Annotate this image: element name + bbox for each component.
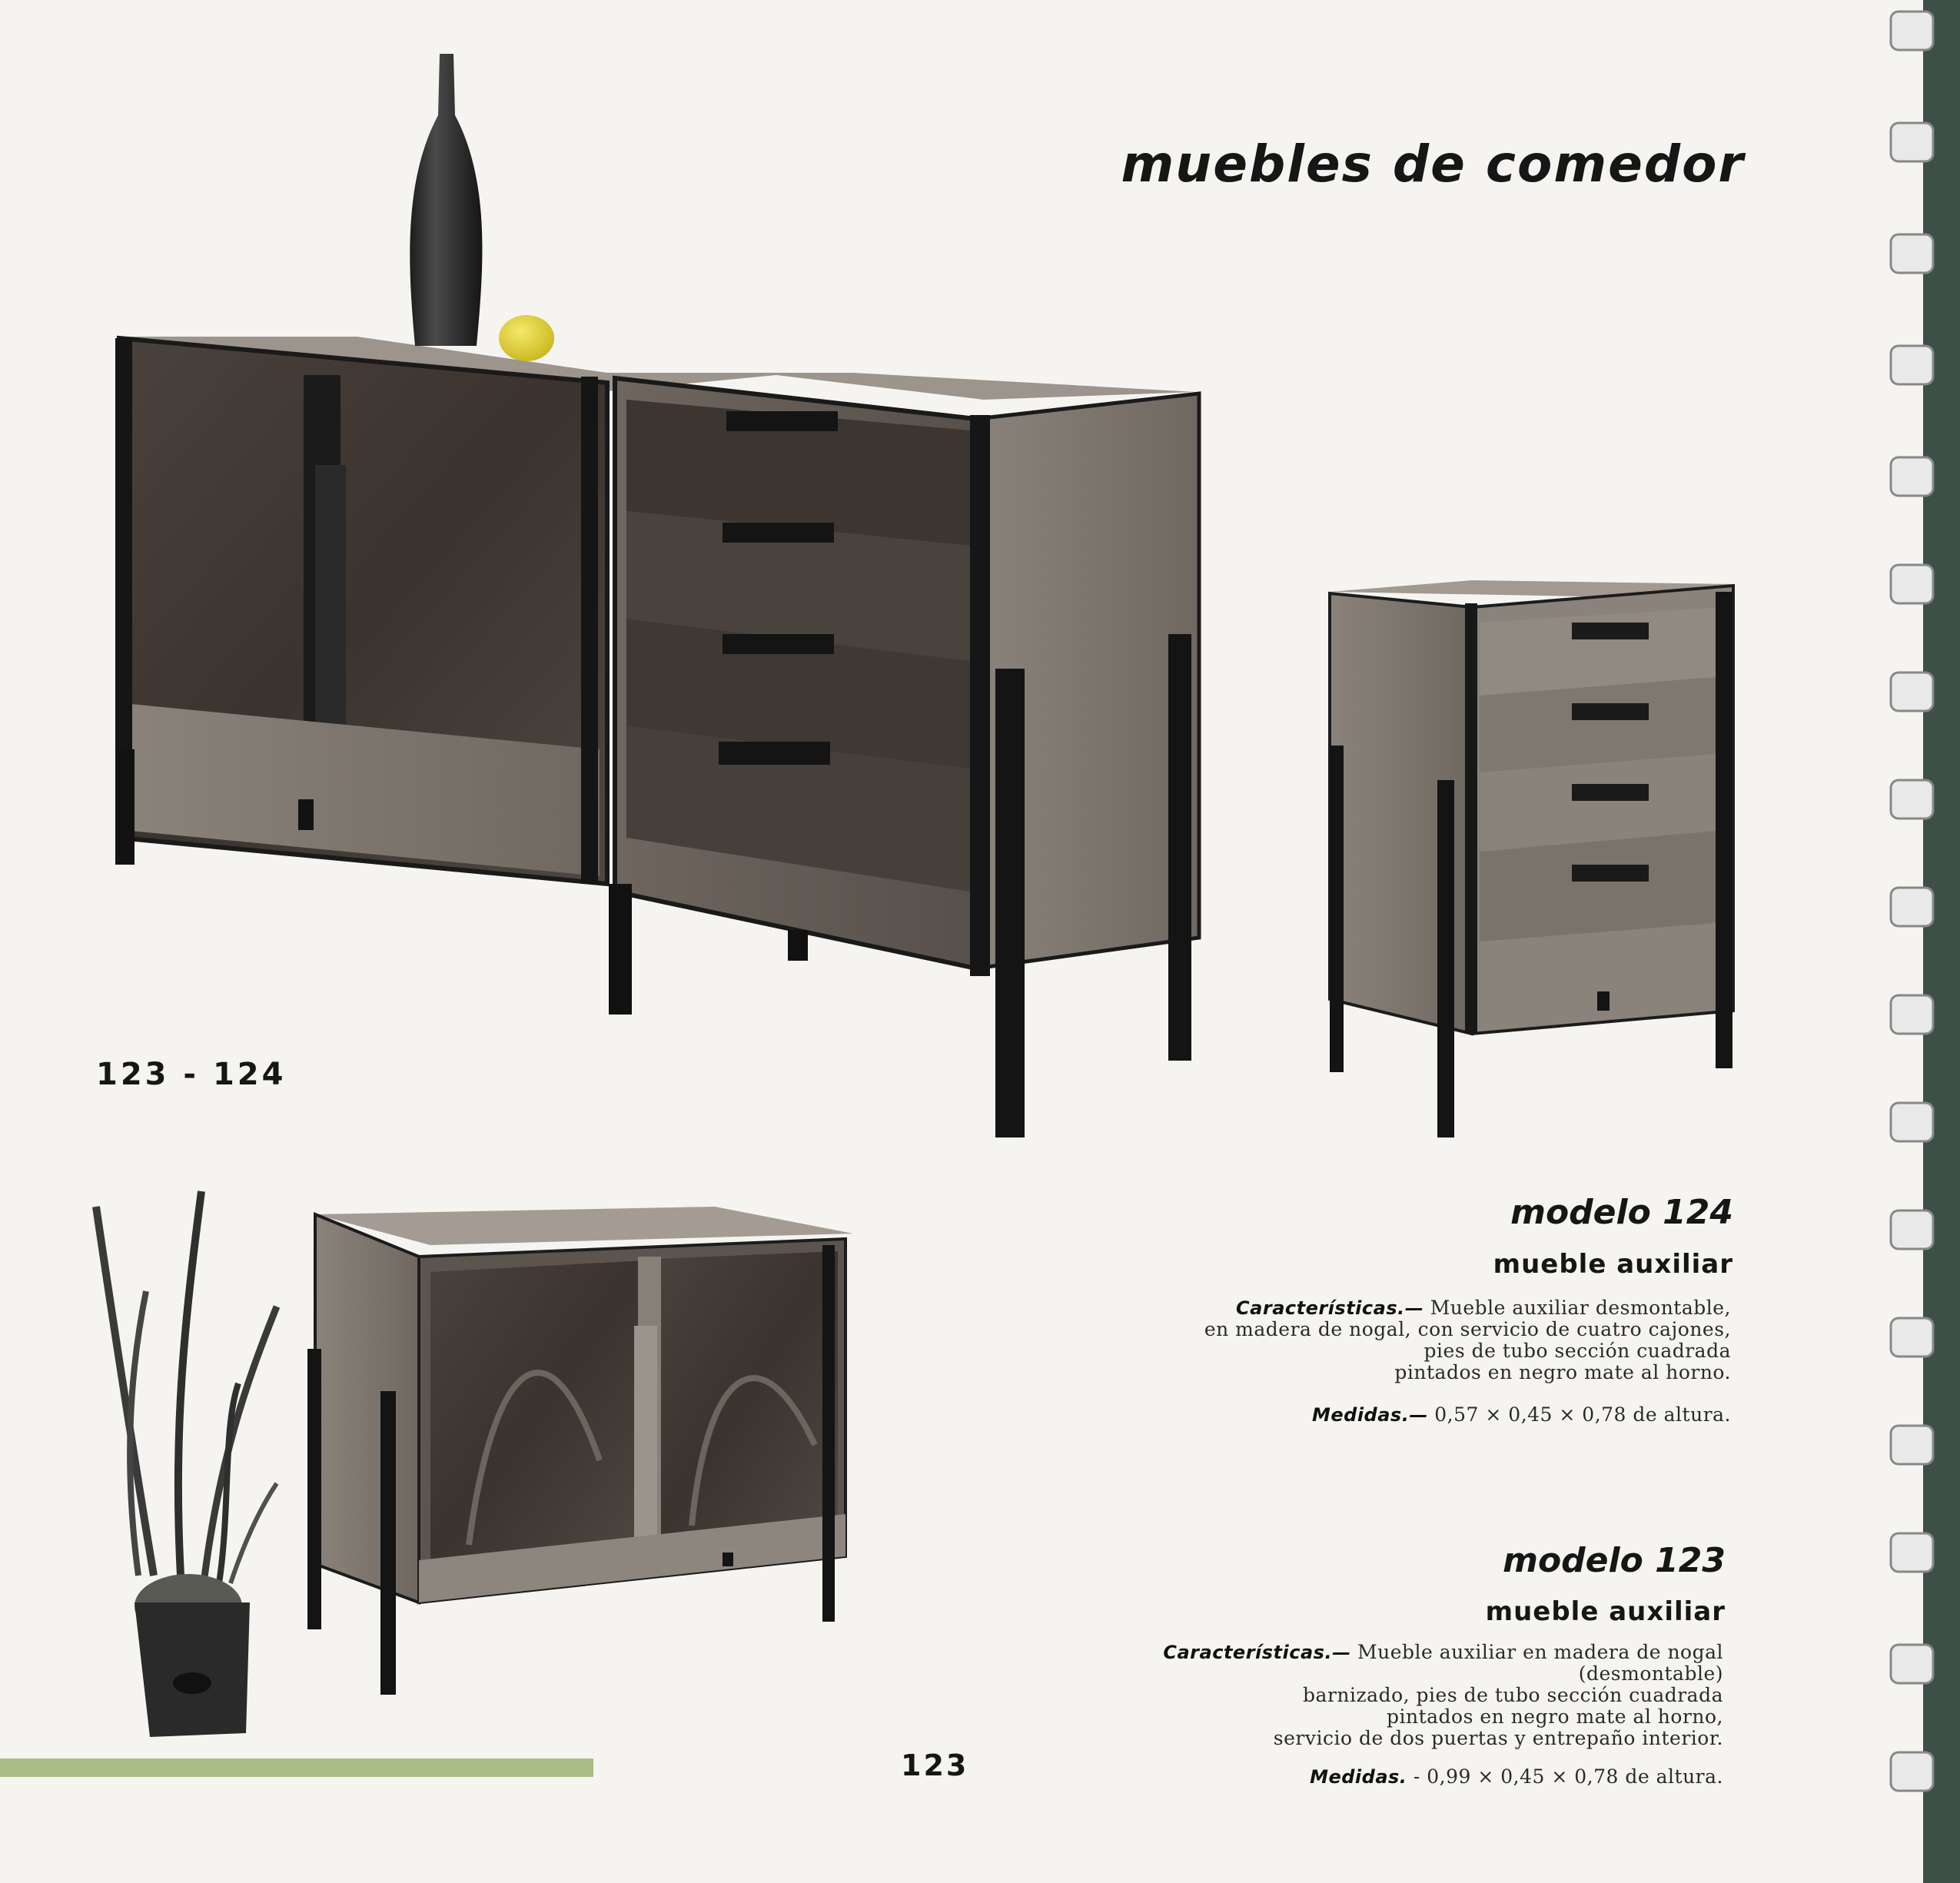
measures-label: Medidas. <box>1310 1766 1407 1788</box>
chest-of-drawers-illustration <box>1330 580 1733 1137</box>
spiral-binding <box>1868 0 1960 1883</box>
model-123-title: modelo 123 <box>1503 1541 1726 1580</box>
measures-value: 0,57 × 0,45 × 0,78 de altura. <box>1434 1403 1731 1426</box>
features-label: Características.— <box>1236 1297 1424 1319</box>
features-line: en madera de nogal, con servicio de cuatro cajones, <box>1204 1318 1731 1340</box>
features-label: Características.— <box>1163 1642 1351 1663</box>
features-line: Mueble auxiliar en madera de nogal <box>1357 1641 1723 1663</box>
model-124-title: modelo 124 <box>1510 1193 1733 1232</box>
model-code-label: 123 - 124 <box>96 1057 287 1092</box>
features-line: barnizado, pies de tubo sección cuadrada <box>1303 1684 1723 1706</box>
potted-plant-illustration <box>96 1191 277 1737</box>
features-line: pintados en negro mate al horno, <box>1386 1705 1723 1728</box>
model-123-subtitle: mueble auxiliar <box>1485 1596 1726 1627</box>
features-line: (desmontable) <box>1578 1662 1723 1685</box>
two-door-cabinet-illustration <box>307 1207 853 1695</box>
model-124-subtitle: mueble auxiliar <box>1493 1249 1733 1280</box>
measures-value: - 0,99 × 0,45 × 0,78 de altura. <box>1413 1765 1723 1788</box>
features-line: pintados en negro mate al horno. <box>1394 1361 1731 1383</box>
model-123-measures <box>1310 1765 1723 1788</box>
lemon-illustration <box>499 315 554 361</box>
features-line: pies de tubo sección cuadrada <box>1423 1340 1731 1362</box>
page-number: 123 <box>901 1748 969 1782</box>
features-line: servicio de dos puertas y entrepaño interior. <box>1273 1727 1723 1749</box>
decorative-green-bar <box>0 1758 593 1777</box>
model-124-measures <box>1312 1403 1731 1426</box>
vase-illustration <box>410 54 482 346</box>
model-123-features <box>1163 1642 1723 1749</box>
features-line: Mueble auxiliar desmontable, <box>1430 1297 1731 1319</box>
page-heading: muebles de comedor <box>1121 134 1745 194</box>
sideboard-illustration <box>115 337 1199 1137</box>
model-124-features <box>1204 1297 1731 1383</box>
measures-label: Medidas.— <box>1311 1404 1428 1426</box>
